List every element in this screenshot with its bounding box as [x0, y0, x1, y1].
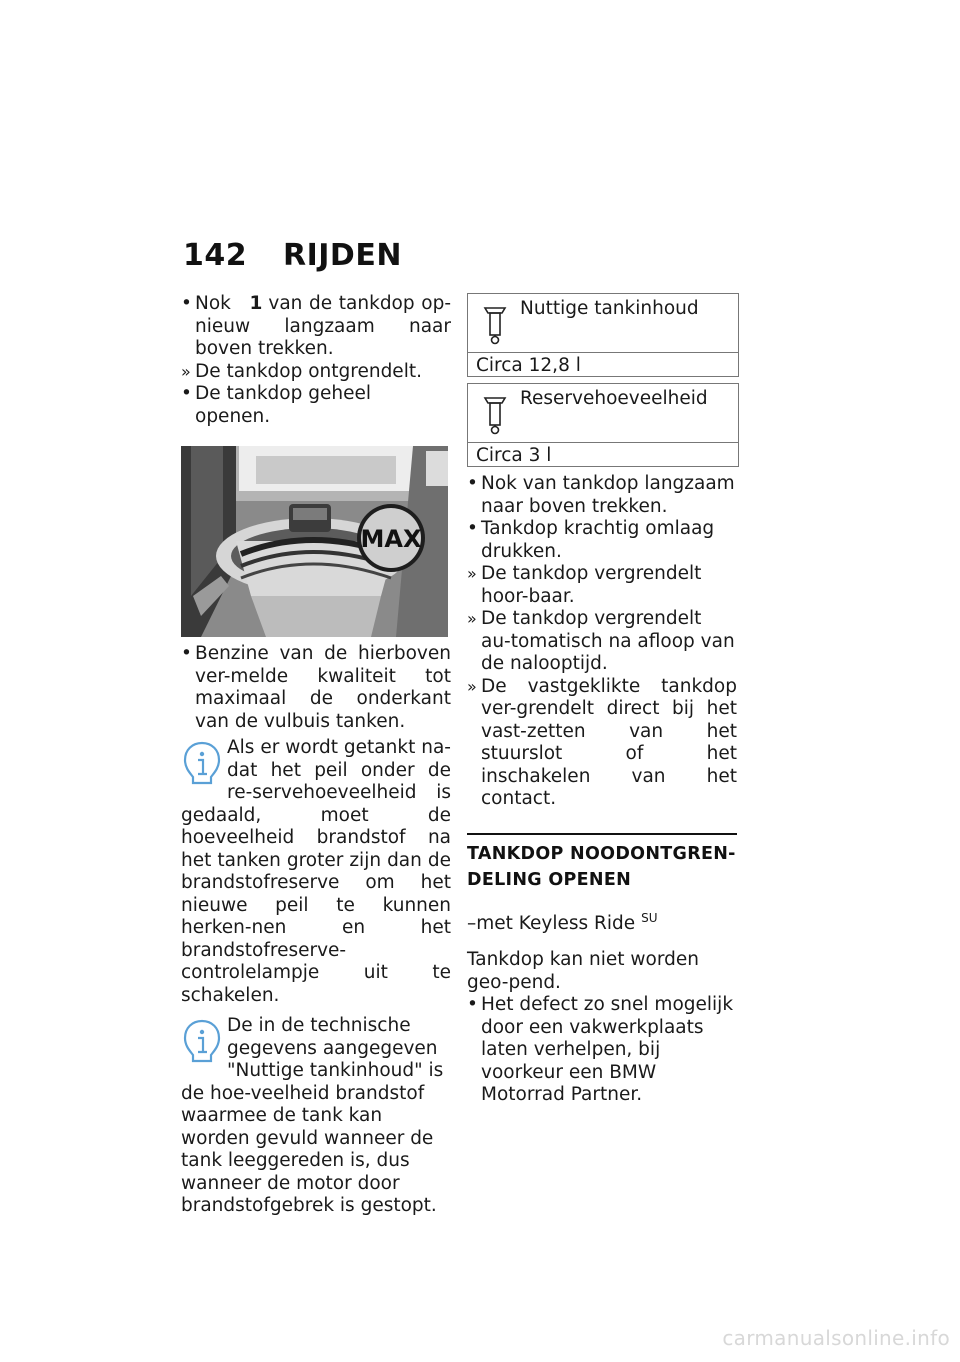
section-title: TANKDOP NOODONTGREN-DELING OPENEN [467, 843, 736, 890]
callout-number: 1 [249, 293, 263, 314]
step-item [181, 383, 451, 428]
section-divider [467, 833, 737, 835]
result-item [467, 563, 737, 608]
note-text: Als er wordt getankt na-dat het peil onder de re-servehoeveelheid is gedaald, moet de hoeveelheid brandstof na het tanken groter zijn dan de brandstofreserve om het nieuwe peil te kunnen herken-nen en het brandstofreserve-controlelampje uit te schakelen. [181, 737, 451, 1006]
info-icon [181, 741, 223, 785]
spec-header [468, 294, 738, 353]
spec-value: Circa 12,8 l [476, 355, 581, 376]
step-item [181, 293, 451, 361]
info-icon [181, 1019, 223, 1063]
result-item [467, 676, 737, 811]
step-item [467, 518, 737, 563]
spec-label: Nuttige tankinhoud [520, 298, 699, 319]
spec-value: Circa 3 l [476, 445, 552, 466]
page-header [183, 238, 402, 273]
step-text: van de tankdop op-nieuw langzaam naar boven trekken. [195, 293, 451, 359]
left-column [181, 293, 451, 1218]
result-arrow-icon: » [181, 361, 191, 381]
step-text: Het defect zo snel mogelijk door een vakwerkplaats laten verhelpen, bij voorkeur een BMW Motorrad Partner. [481, 994, 734, 1106]
bullet-icon: • [467, 473, 478, 494]
result-text: De vastgeklikte tankdop ver-grendelt direct bij het vast-zetten van het stuurslot of het inschakelen van het contact. [481, 675, 737, 809]
paragraph: Tankdop kan niet worden geo-pend. [467, 949, 699, 993]
result-arrow-icon: » [467, 609, 477, 628]
bullet-icon: • [181, 293, 192, 314]
step-text: Benzine van de hierboven ver-melde kwaliteit tot maximaal de onderkant van de vulbuis tanken. [195, 643, 451, 732]
note-text: De in de technische gegevens aangegeven "Nuttige tankinhoud" is de hoe-veelheid brandstof waarmee de tank kan worden gevuld wanneer de tank leeggereden is, dus wanneer de motor door brandstofgebrek is gestopt. [181, 1015, 444, 1216]
watermark: carmanualsonline.info [722, 1326, 950, 1350]
step-text: De tankdop geheel openen. [195, 383, 371, 427]
right-column [467, 293, 737, 1107]
condition-text: –met Keyless Ride [467, 912, 636, 934]
result-text: De tankdop vergrendelt au-tomatisch na afloop van de nalooptijd. [481, 608, 735, 674]
step-prefix: Nok [195, 293, 231, 314]
step-text: Tankdop krachtig omlaag drukken. [481, 518, 715, 562]
result-item [181, 361, 451, 384]
condition-line [467, 907, 737, 936]
result-item [467, 608, 737, 676]
condition-superscript: SU [641, 910, 658, 925]
info-note [181, 1015, 451, 1218]
bullet-icon: • [467, 518, 478, 539]
fuel-capacity-icon [482, 302, 508, 346]
step-item [467, 473, 737, 518]
spec-label: Reservehoeveelheid [520, 388, 708, 409]
bullet-icon: • [181, 643, 192, 664]
step-item [181, 643, 451, 733]
result-arrow-icon: » [467, 676, 477, 696]
page-number: 142 [183, 238, 248, 273]
result-text: De tankdop ontgrendelt. [195, 360, 422, 382]
spec-header [468, 384, 738, 443]
fuel-filler-illustration [181, 446, 448, 637]
chapter-title: RIJDEN [283, 238, 402, 273]
result-arrow-icon: » [467, 564, 477, 583]
info-note [181, 737, 451, 1007]
max-label: MAX [360, 525, 422, 553]
spec-table-reserve [467, 383, 739, 467]
step-text: Nok van tankdop langzaam naar boven trekken. [481, 473, 735, 517]
step-item [467, 994, 737, 1107]
spec-table-usable-capacity [467, 293, 739, 377]
result-text: De tankdop vergrendelt hoor-baar. [481, 563, 702, 607]
fuel-filler-photo [181, 446, 448, 637]
bullet-icon: • [181, 383, 192, 404]
fuel-capacity-icon [482, 392, 508, 436]
bullet-icon: • [467, 994, 478, 1016]
